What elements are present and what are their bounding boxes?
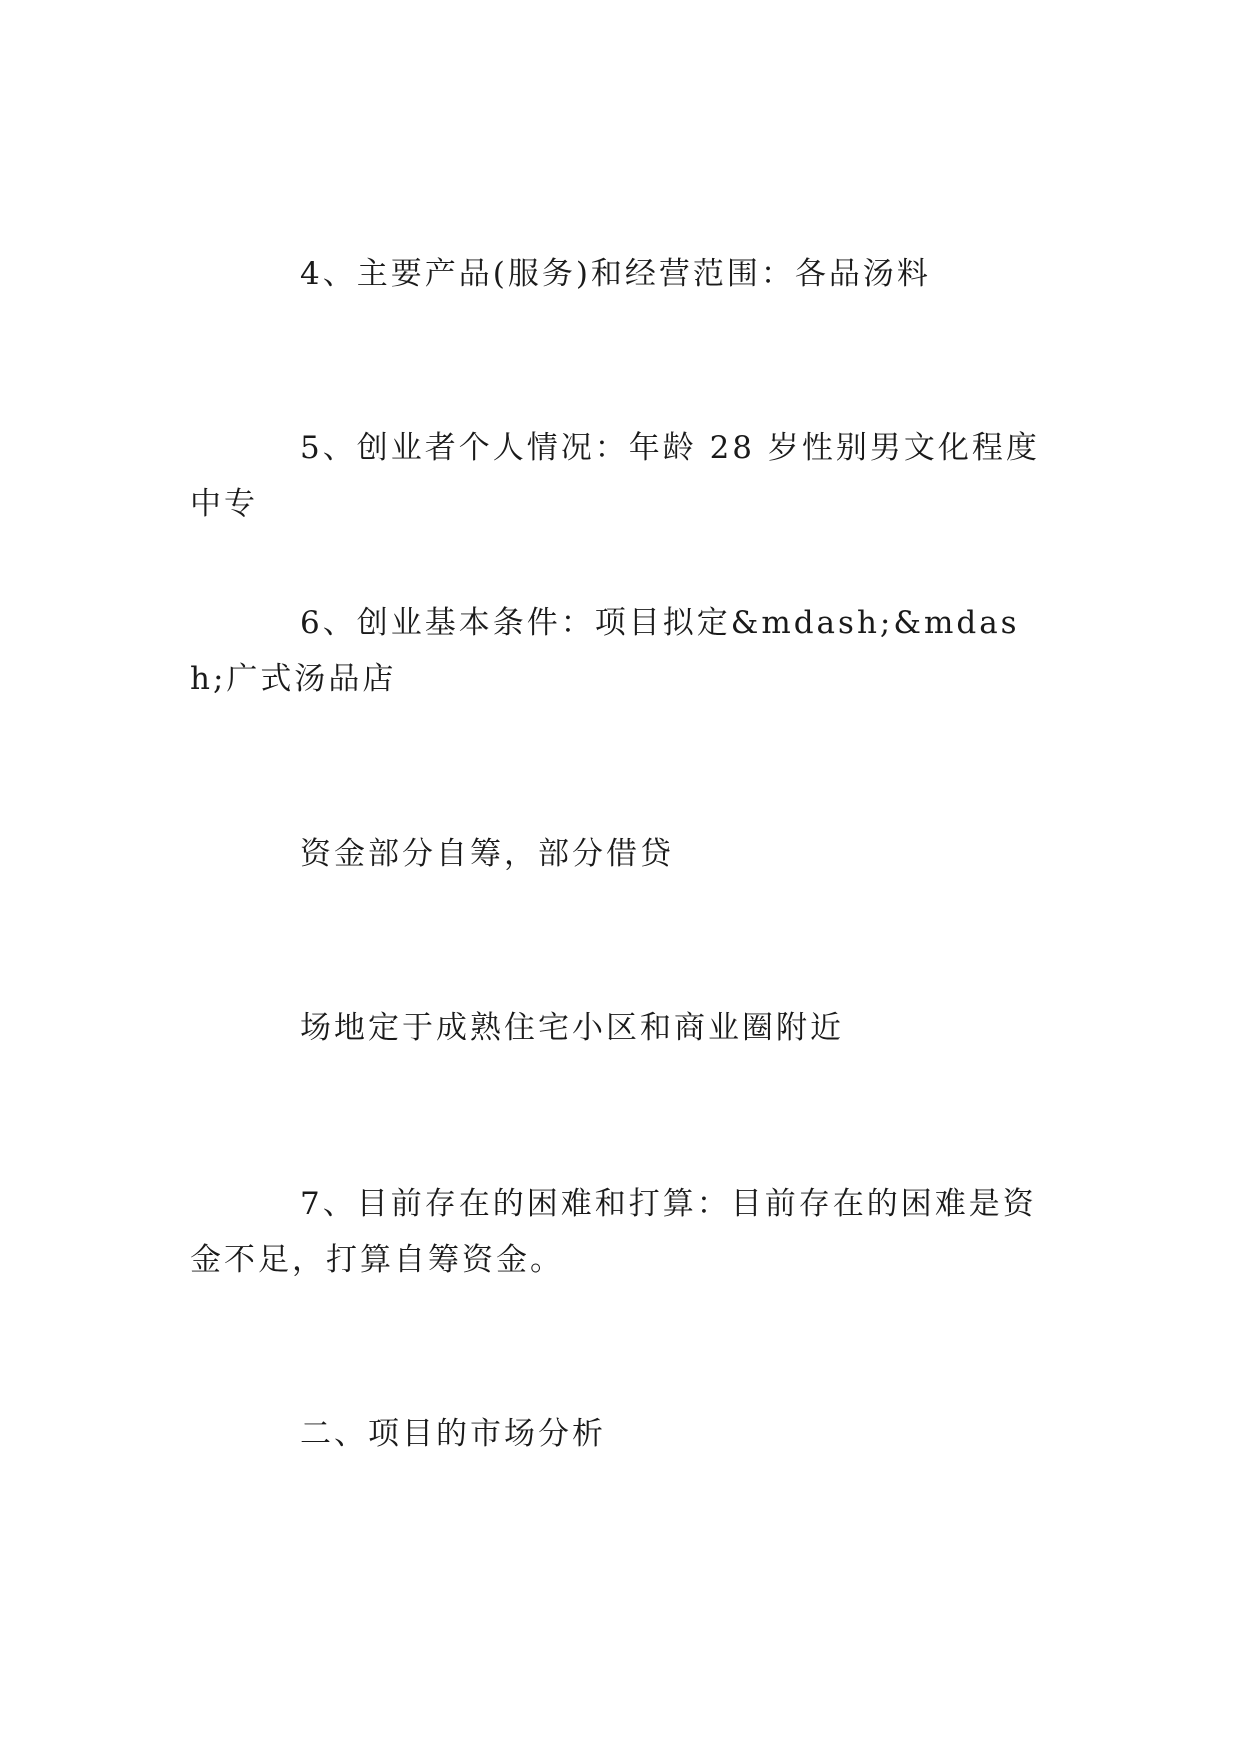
paragraph-difficulties: 7、目前存在的困难和打算：目前存在的困难是资金不足，打算自筹资金。 bbox=[190, 1186, 1037, 1278]
paragraph-basic-conditions: 6、创业基本条件：项目拟定&mdash;&mdash;广式汤品店 bbox=[190, 605, 1020, 697]
section-heading-market-analysis: 二、项目的市场分析 bbox=[300, 1416, 606, 1452]
paragraph-main-products: 4、主要产品(服务)和经营范围：各品汤料 bbox=[300, 256, 931, 292]
paragraph-founder-info: 5、创业者个人情况：年龄 28 岁性别男文化程度中专 bbox=[190, 430, 1040, 522]
paragraph-funding: 资金部分自筹，部分借贷 bbox=[300, 836, 674, 872]
paragraph-location: 场地定于成熟住宅小区和商业圈附近 bbox=[300, 1010, 844, 1046]
